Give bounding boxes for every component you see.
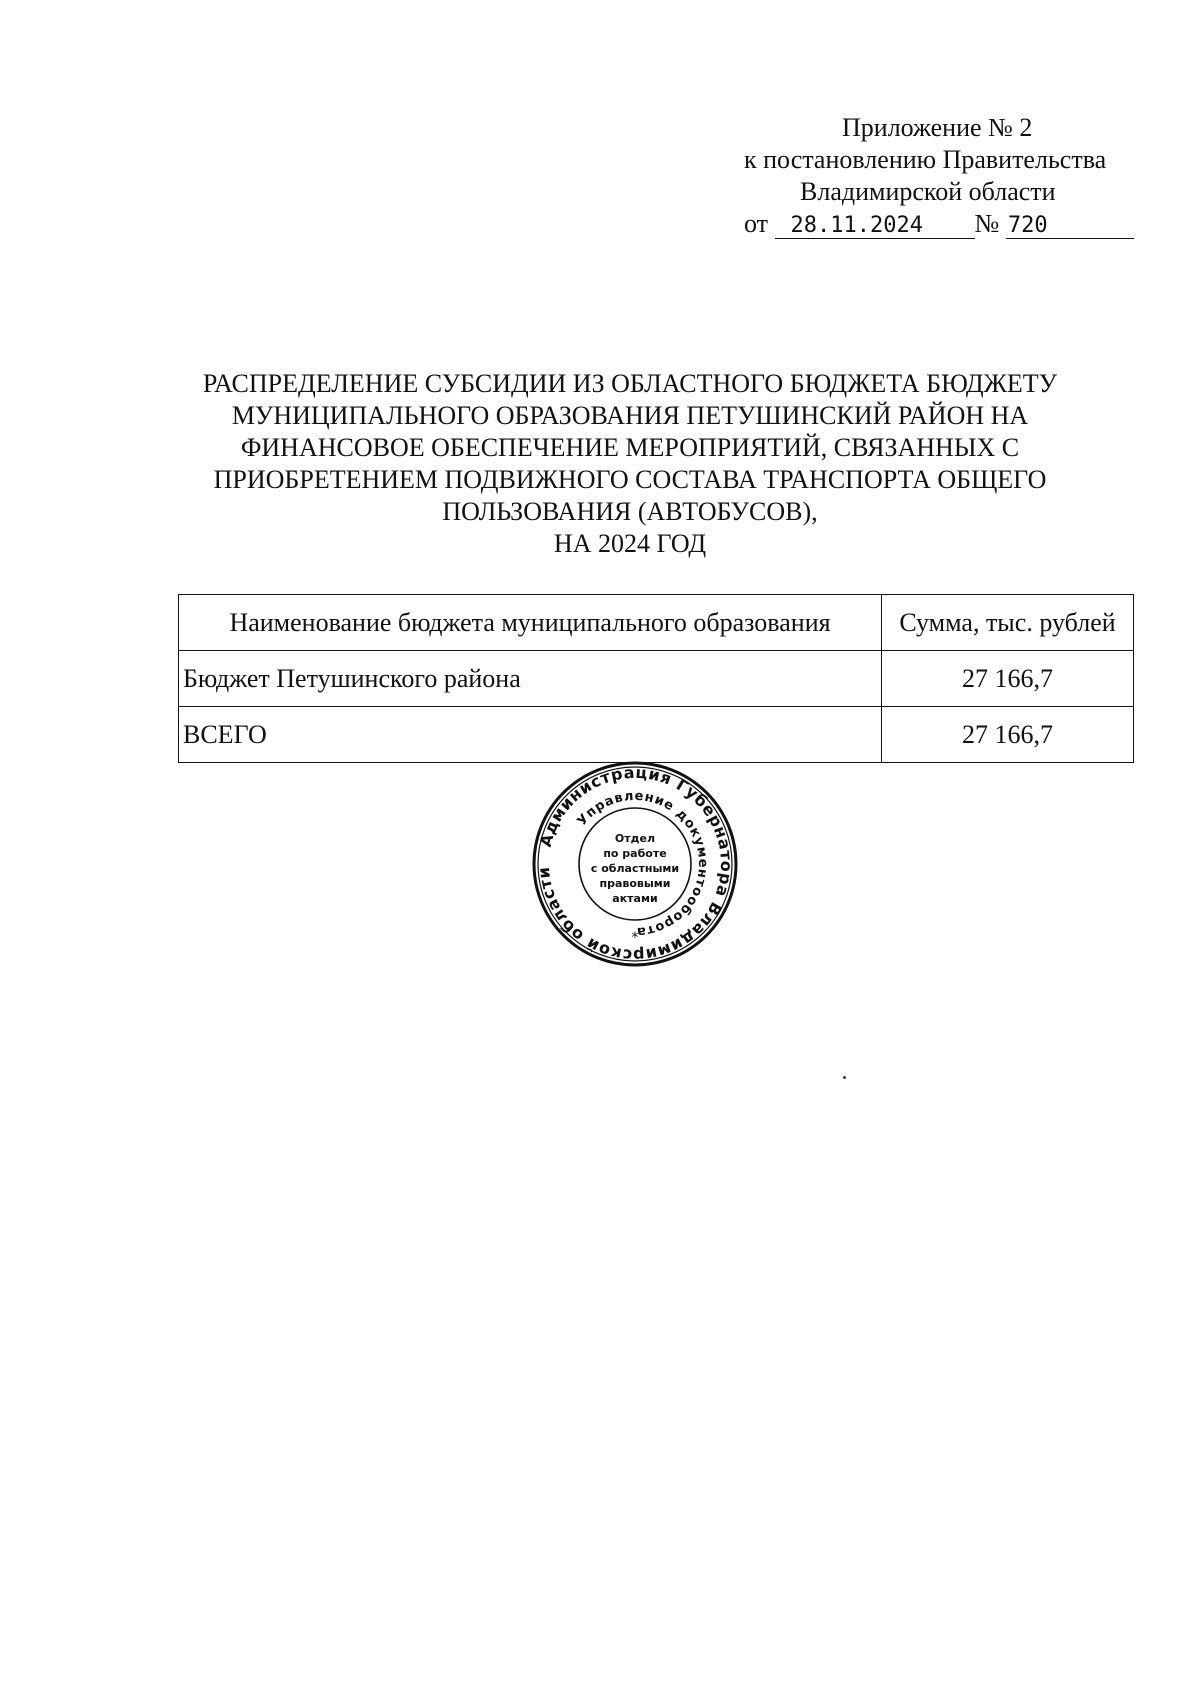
- title-line: ПРИОБРЕТЕНИЕМ ПОДВИЖНОГО СОСТАВА ТРАНСПОРТА ОБЩЕГО: [213, 465, 1047, 494]
- date-prefix: от: [744, 209, 769, 238]
- table-row: [179, 651, 1134, 707]
- title-line: НА 2024 ГОД: [553, 529, 707, 558]
- table-row-total: [179, 707, 1134, 763]
- title-line: РАСПРЕДЕЛЕНИЕ СУБСИДИИ ИЗ ОБЛАСТНОГО БЮДЖЕТА БЮДЖЕТУ: [202, 369, 1058, 398]
- stamp-center-line: Отдел: [614, 832, 656, 845]
- stamp-center-line: по работе: [603, 847, 667, 860]
- stamp-center-text: [591, 832, 679, 905]
- appendix-date-line: [720, 208, 1140, 240]
- header-budget-name: Наименование бюджета муниципального образования: [179, 595, 882, 651]
- stamp-center-line: с областными: [590, 862, 680, 875]
- appendix-block: [720, 112, 1140, 240]
- appendix-reference: к постановлению Правительства: [744, 145, 1107, 174]
- official-stamp: [531, 760, 739, 968]
- header-sum: Сумма, тыс. рублей: [882, 595, 1134, 651]
- total-sum: 27 166,7: [882, 707, 1134, 763]
- decree-number: 720: [1006, 214, 1134, 239]
- stamp-outer-text: Администрация Губернатора Владимирской области: [533, 762, 737, 966]
- decree-date: 28.11.2024: [775, 214, 975, 239]
- table-header-row: [179, 595, 1134, 651]
- appendix-number: Приложение № 2: [842, 113, 1033, 142]
- number-prefix: №: [974, 209, 1000, 238]
- title-line: МУНИЦИПАЛЬНОГО ОБРАЗОВАНИЯ ПЕТУШИНСКИЙ РАЙОН НА: [231, 401, 1029, 430]
- row-budget-name: Бюджет Петушинского района: [179, 651, 882, 707]
- scan-speck: [843, 1076, 846, 1079]
- row-sum: 27 166,7: [882, 651, 1134, 707]
- stamp-star: *: [631, 930, 639, 946]
- document-title: [160, 368, 1100, 560]
- title-line: ПОЛЬЗОВАНИЯ (АВТОБУСОВ),: [442, 497, 818, 526]
- stamp-center-line: правовыми: [599, 877, 671, 890]
- total-label: ВСЕГО: [179, 707, 882, 763]
- appendix-region: Владимирской области: [800, 177, 1056, 206]
- stamp-inner-text: Управление документооборота: [574, 788, 711, 940]
- stamp-center-line: актами: [612, 892, 658, 905]
- subsidy-table: [178, 594, 1134, 763]
- title-line: ФИНАНСОВОЕ ОБЕСПЕЧЕНИЕ МЕРОПРИЯТИЙ, СВЯЗАННЫХ С: [240, 433, 1020, 462]
